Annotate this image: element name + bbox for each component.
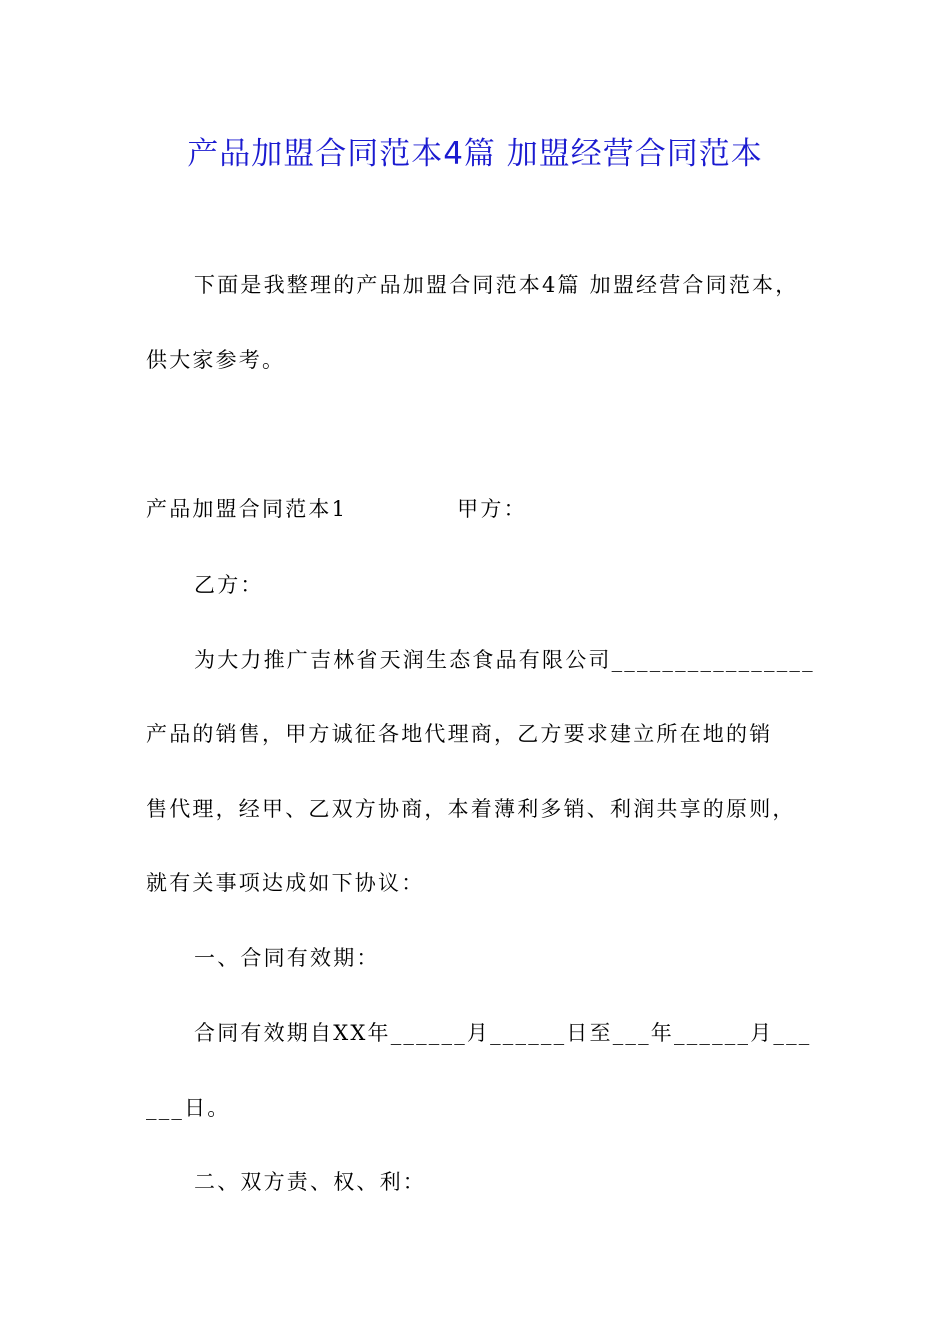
paragraph-line: 售代理，经甲、乙双方协商，本着薄利多销、利润共享的原则， [146, 797, 796, 821]
clause-heading: 二、双方责、权、利： [194, 1170, 426, 1194]
party-a-label: 甲方： [457, 497, 527, 521]
paragraph-line: 为大力推广吉林省天润生态食品有限公司________________ [194, 648, 815, 672]
paragraph-line: 产品的销售，甲方诚征各地代理商，乙方要求建立所在地的销 [146, 722, 773, 746]
clause-line: 合同有效期自XX年______月______日至___年______月___ [194, 1021, 812, 1045]
party-b-label: 乙方： [194, 573, 264, 597]
section-title: 产品加盟合同范本1 [146, 497, 348, 521]
paragraph-line: 就有关事项达成如下协议： [146, 871, 425, 895]
clause-heading: 一、合同有效期： [194, 946, 380, 970]
document-title: 产品加盟合同范本4篇 加盟经营合同范本 [187, 136, 763, 172]
intro-line: 下面是我整理的产品加盟合同范本4篇 加盟经营合同范本， [194, 273, 799, 297]
section-heading-row [146, 494, 527, 524]
clause-line: ___日。 [146, 1096, 231, 1120]
intro-line: 供大家参考。 [146, 348, 286, 372]
